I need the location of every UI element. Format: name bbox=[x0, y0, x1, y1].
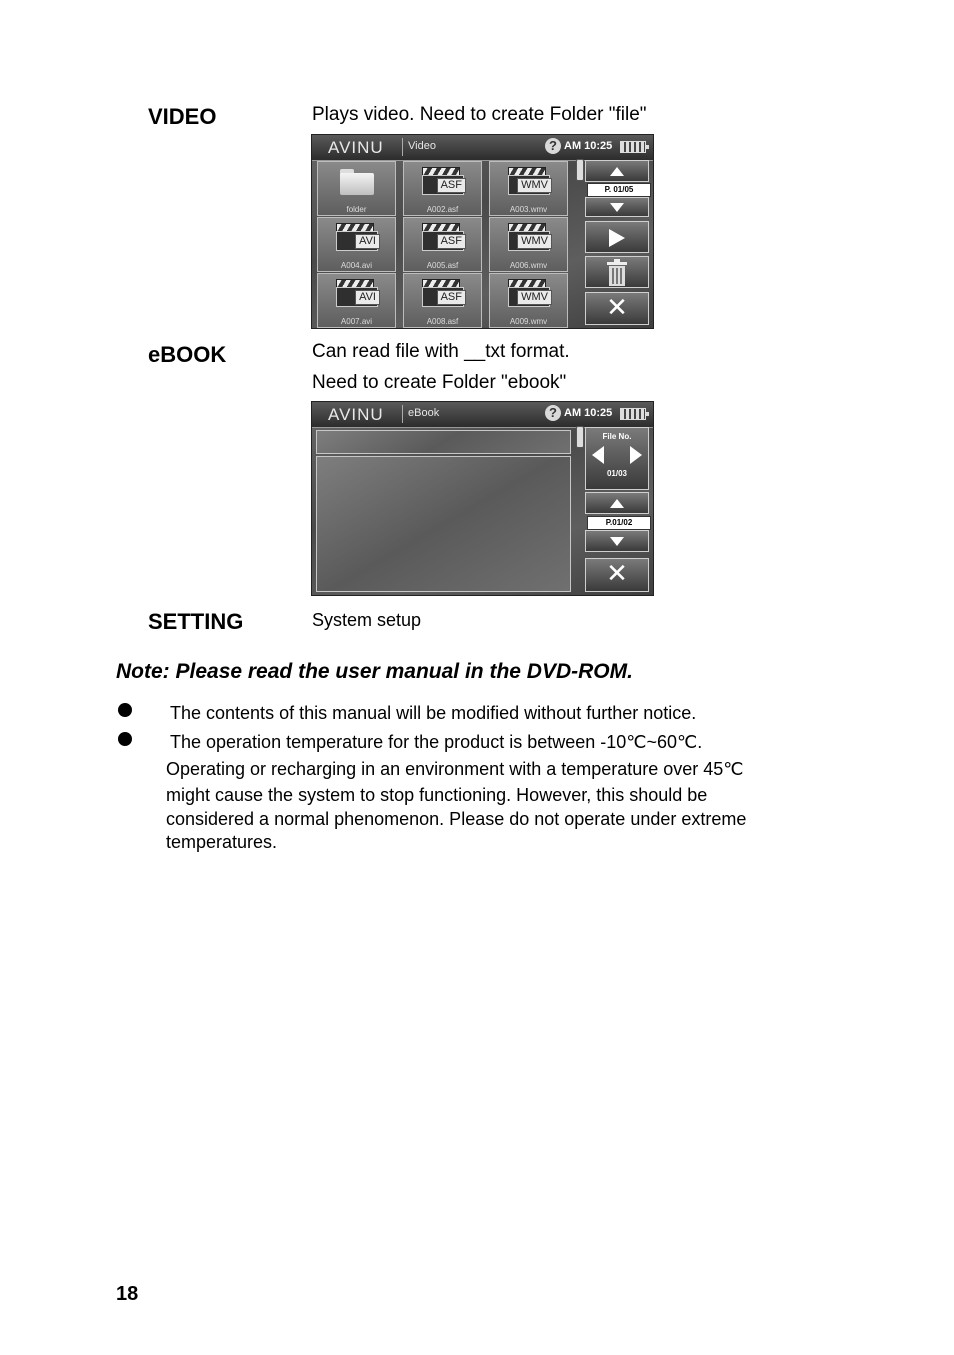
delete-button[interactable] bbox=[585, 256, 649, 288]
note-paragraph-line1: Operating or recharging in an environment with a temperature over 45℃ bbox=[166, 759, 744, 779]
ebook-topbar bbox=[312, 402, 653, 428]
ebook-description-line1: Can read file with __txt format. bbox=[312, 341, 570, 362]
clapperboard-icon bbox=[508, 167, 548, 193]
page-down-button[interactable] bbox=[585, 530, 649, 552]
video-app-title: Video bbox=[408, 140, 436, 152]
note-bullet-2: The operation temperature for the product is between -10℃~60℃. bbox=[170, 732, 703, 752]
ebook-reading-area[interactable] bbox=[316, 456, 571, 592]
page-indicator: P.01/02 bbox=[587, 516, 651, 530]
play-button[interactable] bbox=[585, 221, 649, 253]
page-indicator: P. 01/05 bbox=[587, 183, 651, 197]
avinu-logo: AVINU bbox=[328, 405, 384, 424]
file-number: 01/03 bbox=[606, 469, 628, 478]
page-number: 18 bbox=[116, 1283, 139, 1305]
video-file-tile[interactable] bbox=[317, 161, 396, 216]
video-screen bbox=[311, 134, 654, 329]
help-icon[interactable]: ? bbox=[545, 405, 561, 421]
file-selector bbox=[585, 427, 649, 490]
file-name: A004.avi bbox=[340, 261, 373, 270]
video-file-tile[interactable] bbox=[403, 217, 482, 272]
page-down-button[interactable] bbox=[585, 197, 649, 217]
file-no-label: File No. bbox=[602, 432, 632, 441]
down-arrow-icon bbox=[610, 537, 624, 546]
battery-icon bbox=[620, 408, 646, 420]
file-format-badge: AVI bbox=[355, 290, 380, 305]
help-icon[interactable]: ? bbox=[545, 138, 561, 154]
bullet-marker bbox=[118, 732, 132, 746]
clapperboard-icon bbox=[508, 279, 548, 305]
setting-description: System setup bbox=[312, 610, 422, 630]
video-description: Plays video. Need to create Folder "file" bbox=[312, 104, 647, 125]
note-paragraph-line2: might cause the system to stop functioning. However, this should be bbox=[166, 785, 708, 805]
clapperboard-icon bbox=[422, 167, 462, 193]
ebook-label: eBOOK bbox=[148, 342, 227, 367]
note-bullet-1: The contents of this manual will be modified without further notice. bbox=[170, 703, 697, 723]
file-format-badge: WMV bbox=[517, 178, 552, 193]
battery-icon bbox=[620, 141, 646, 153]
folder-icon bbox=[340, 169, 374, 195]
close-button[interactable] bbox=[585, 292, 649, 325]
file-format-badge: WMV bbox=[517, 290, 552, 305]
video-file-tile[interactable] bbox=[489, 161, 568, 216]
video-file-tile[interactable] bbox=[403, 273, 482, 328]
file-name: A005.asf bbox=[426, 261, 459, 270]
video-label: VIDEO bbox=[148, 104, 217, 129]
next-file-icon[interactable] bbox=[630, 446, 642, 464]
clock: AM 10:25 bbox=[564, 140, 613, 152]
down-arrow-icon bbox=[610, 203, 624, 212]
file-format-badge: WMV bbox=[517, 234, 552, 249]
ebook-screen bbox=[311, 401, 654, 596]
prev-file-icon[interactable] bbox=[592, 446, 604, 464]
video-file-tile[interactable] bbox=[317, 273, 396, 328]
video-file-tile[interactable] bbox=[317, 217, 396, 272]
close-button[interactable] bbox=[585, 558, 649, 592]
note-heading: Note: Please read the user manual in the DVD-ROM. bbox=[116, 660, 633, 683]
ebook-app-title: eBook bbox=[408, 407, 440, 419]
page-up-button[interactable] bbox=[585, 160, 649, 182]
video-file-tile[interactable] bbox=[489, 217, 568, 272]
file-name: A008.asf bbox=[426, 317, 459, 326]
file-nav bbox=[586, 445, 648, 467]
file-name: folder bbox=[346, 205, 367, 214]
file-format-badge: ASF bbox=[437, 290, 466, 305]
video-file-tile[interactable] bbox=[403, 161, 482, 216]
clapperboard-icon bbox=[336, 223, 376, 249]
file-name: A007.avi bbox=[340, 317, 373, 326]
scrollbar-thumb[interactable] bbox=[576, 159, 584, 181]
file-format-badge: AVI bbox=[355, 234, 380, 249]
note-paragraph-line3: considered a normal phenomenon. Please do not operate under extreme bbox=[166, 809, 747, 829]
page-up-button[interactable] bbox=[585, 492, 649, 514]
file-name: A006.wmv bbox=[509, 261, 548, 270]
close-icon: ✕ bbox=[606, 292, 628, 322]
up-arrow-icon bbox=[610, 499, 624, 508]
clapperboard-icon bbox=[508, 223, 548, 249]
file-format-badge: ASF bbox=[437, 178, 466, 193]
ebook-description-line2: Need to create Folder "ebook" bbox=[312, 372, 567, 393]
play-icon bbox=[609, 229, 625, 247]
file-format-badge: ASF bbox=[437, 234, 466, 249]
video-topbar bbox=[312, 135, 653, 161]
close-icon: ✕ bbox=[606, 558, 628, 588]
video-file-tile[interactable] bbox=[489, 273, 568, 328]
clock: AM 10:25 bbox=[564, 407, 613, 419]
bullet-marker bbox=[118, 703, 132, 717]
trash-icon bbox=[605, 259, 629, 287]
setting-label: SETTING bbox=[148, 609, 244, 634]
note-paragraph-line4: temperatures. bbox=[166, 832, 278, 852]
file-name: A009.wmv bbox=[509, 317, 548, 326]
divider bbox=[402, 138, 403, 156]
clapperboard-icon bbox=[336, 279, 376, 305]
clapperboard-icon bbox=[422, 279, 462, 305]
divider bbox=[402, 405, 403, 423]
file-name: A003.wmv bbox=[509, 205, 548, 214]
avinu-logo: AVINU bbox=[328, 138, 384, 157]
up-arrow-icon bbox=[610, 167, 624, 176]
ebook-title-bar bbox=[316, 430, 571, 454]
scrollbar-thumb[interactable] bbox=[576, 426, 584, 448]
clapperboard-icon bbox=[422, 223, 462, 249]
file-name: A002.asf bbox=[426, 205, 459, 214]
